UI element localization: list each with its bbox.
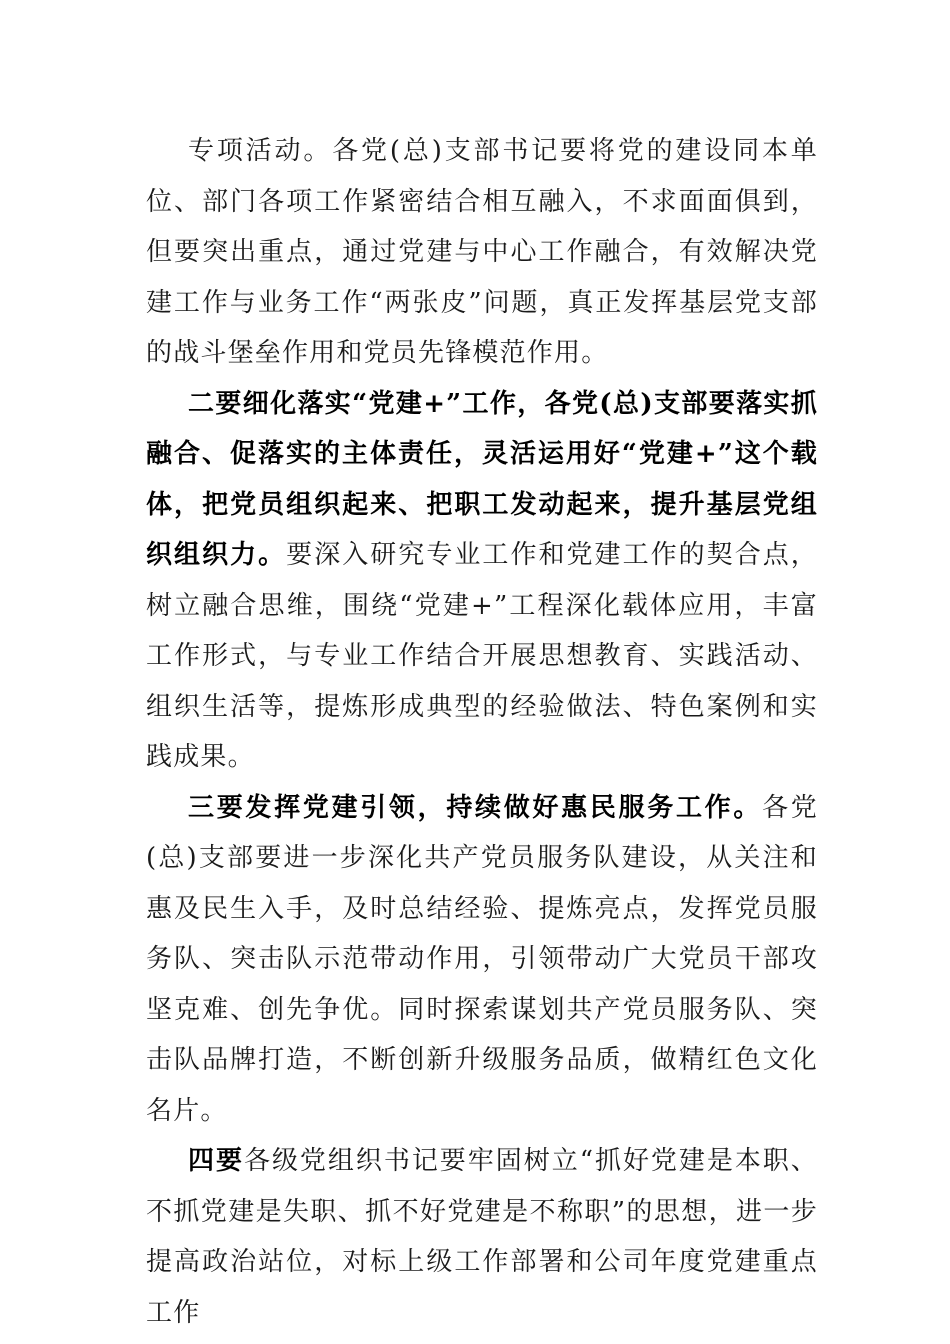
paragraph-2-body: 要深入研究专业工作和党建工作的契合点，树立融合思维，围绕“党建+”工程深化载体应用，丰富工作形式，与专业工作结合开展思想教育、实践活动、组织生活等，提炼形成典型的经验做法、特色案例和实践成果。 (146, 540, 818, 772)
paragraph-2-lead: 二要细化落实“党建+”工作，各党(总)支部要落实抓融合、促落实的主体责任，灵活运用好“党建+”这个载体，把党员组织起来、把职工发动起来，提升基层党组织组织力。 (146, 388, 818, 570)
paragraph-3-lead: 三要发挥党建引领，持续做好惠民服务工作。 (188, 792, 763, 823)
paragraph-3-body: 各党(总)支部要进一步深化共产党员服务队建设，从关注和惠及民生入手，及时总结经验、提炼亮点，发挥党员服务队、突击队示范带动作用，引领带动广大党员干部攻坚克难、创先争优。同时探索谋划共产党员服务队、突击队品牌打造，不断创新升级服务品质，做精红色文化名片。 (146, 792, 818, 1126)
document-body (146, 126, 818, 1338)
paragraph-1-body: 专项活动。各党(总)支部书记要将党的建设同本单位、部门各项工作紧密结合相互融入，不求面面俱到，但要突出重点，通过党建与中心工作融合，有效解决党建工作与业务工作“两张皮”问题，真正发挥基层党支部的战斗堡垒作用和党员先锋模范作用。 (146, 136, 818, 368)
paragraph-2 (146, 379, 818, 783)
paragraph-1 (146, 126, 818, 379)
paragraph-4 (146, 1136, 818, 1338)
paragraph-4-body: 各级党组织书记要牢固树立“抓好党建是本职、不抓党建是失职、抓不好党建是不称职”的思想，进一步提高政治站位，对标上级工作部署和公司年度党建重点工作 (146, 1146, 819, 1328)
paragraph-3 (146, 783, 818, 1137)
paragraph-4-lead: 四要 (188, 1146, 244, 1176)
